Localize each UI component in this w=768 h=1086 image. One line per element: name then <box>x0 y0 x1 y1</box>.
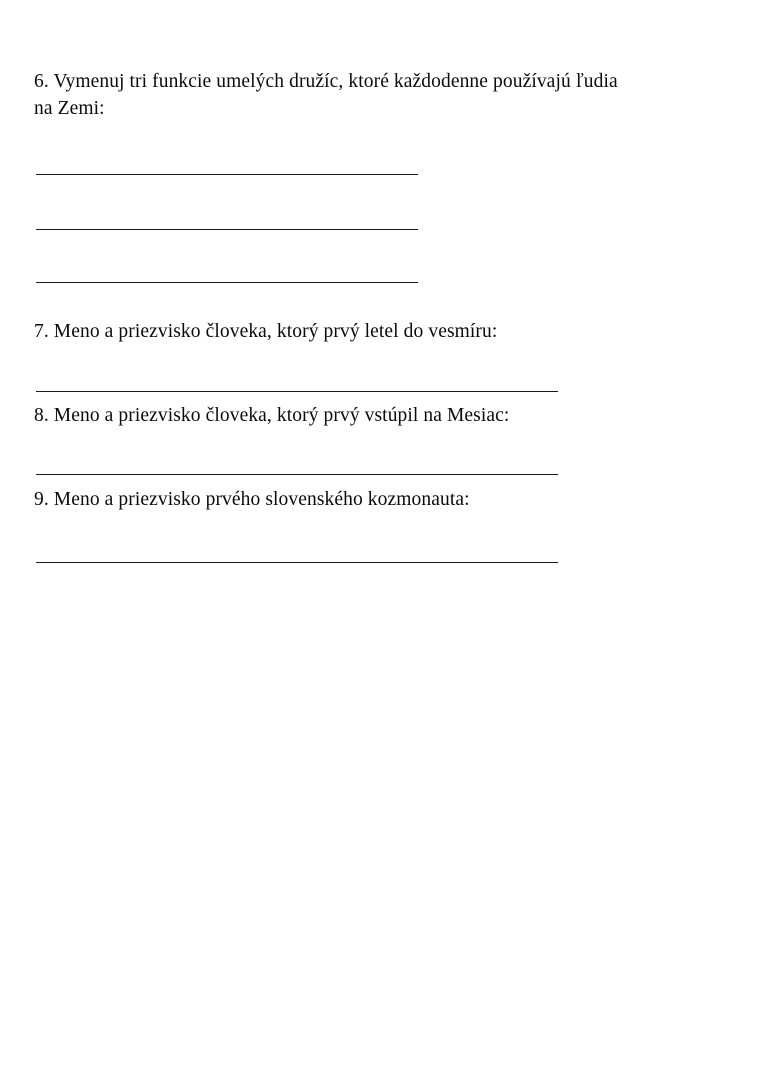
question-8-answer-line-1[interactable] <box>36 474 558 475</box>
question-9-answer-line-1[interactable] <box>36 562 558 563</box>
question-8-text: 8. Meno a priezvisko človeka, ktorý prvý vstúpil na Mesiac: <box>34 405 510 426</box>
question-6-answer-line-2[interactable] <box>36 229 418 230</box>
question-7-answer-line-1[interactable] <box>36 391 558 392</box>
question-9-text: 9. Meno a priezvisko prvého slovenského kozmonauta: <box>34 489 470 510</box>
question-6-text: 6. Vymenuj tri funkcie umelých družíc, ktoré každodenne používajú ľudia na Zemi: <box>34 71 618 119</box>
question-6-answer-line-1[interactable] <box>36 174 418 175</box>
question-7-text: 7. Meno a priezvisko človeka, ktorý prvý letel do vesmíru: <box>34 321 498 342</box>
question-6-answer-line-3[interactable] <box>36 282 418 283</box>
